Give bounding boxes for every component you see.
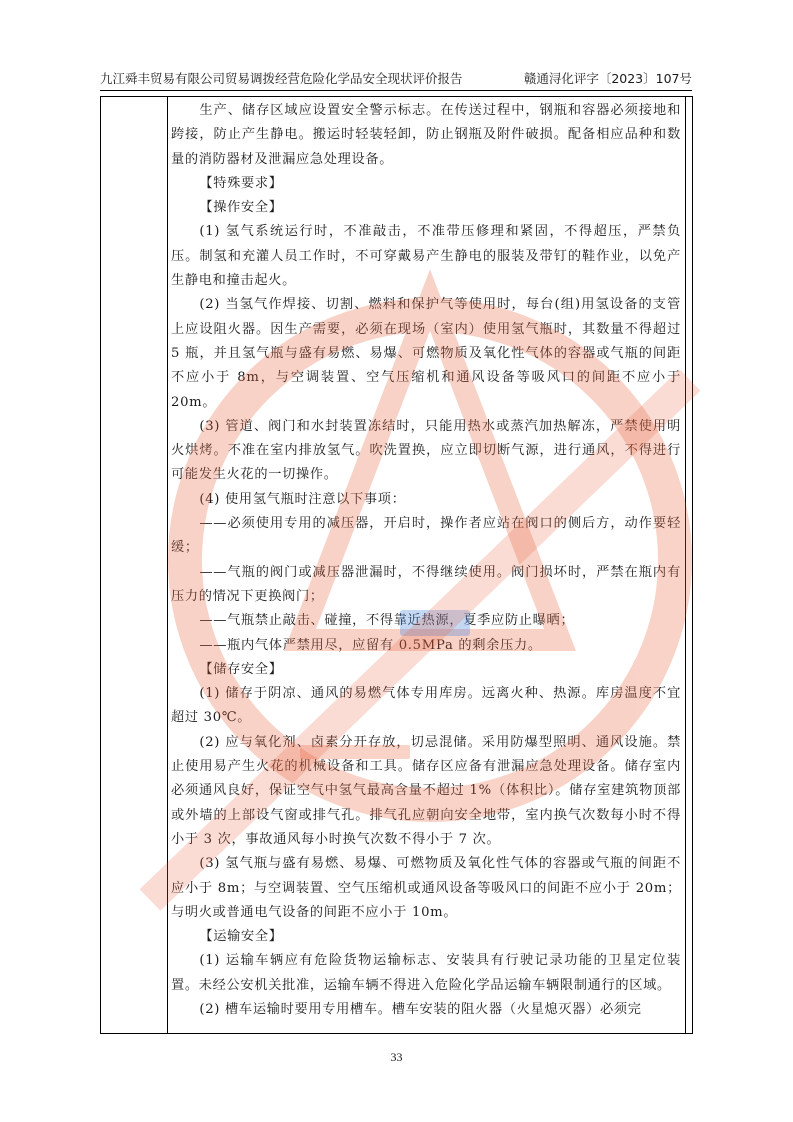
paragraph: 【特殊要求】 [199,175,283,191]
paragraph: (1) 储存于阴凉、通风的易燃气体专用库房。远离火种、热源。库房温度不宜超过 30℃。 [171,686,681,726]
paragraph: ——必须使用专用的减压器，开启时，操作者应站在阀口的侧后方，动作要轻缓； [171,516,681,556]
table-left-divider [167,97,168,1033]
table-right-divider [685,97,686,1033]
paragraph: 生产、储存区域应设置安全警示标志。在传送过程中，钢瓶和容器必须接地和跨接，防止产生静电。搬运时轻装轻卸，防止钢瓶及附件破损。配备相应品种和数量的消防器材及泄漏应急处理设备。 [171,103,681,167]
paragraph: (2) 应与氧化剂、卤素分开存放，切忌混储。采用防爆型照明、通风设施。禁止使用易产生火花的机械设备和工具。储存区应备有泄漏应急处理设备。储存室内必须通风良好，保证空气中氢气最高含量不超过 1%（体积比）。储存室建筑物顶部或外墙的上部设气窗或排气孔。排气孔应朝向安全地带，室内换气次数每小时不得小于 3 次，事故通风每小时换气次数不得小于 7 次。 [171,734,681,847]
paragraph: 【操作安全】 [199,200,283,216]
report-number: 赣通浔化评字〔2023〕107号 [523,71,692,86]
paragraph: 【储存安全】 [199,661,283,677]
page-number: 33 [390,1050,403,1064]
paragraph: ——气瓶的阀门或减压器泄漏时，不得继续使用。阀门损坏时，严禁在瓶内有压力的情况下更换阀门； [171,564,681,604]
paragraph: (1) 运输车辆应有危险货物运输标志、安装具有行驶记录功能的卫星定位装置。未经公安机关批准，运输车辆不得进入危险化学品运输车辆限制通行的区域。 [171,953,681,993]
report-title: 九江舜丰贸易有限公司贸易调拨经营危险化学品安全现状评价报告 [100,71,463,86]
paragraph: ——瓶内气体严禁用尽，应留有 0.5MPa 的剩余压力。 [199,637,542,653]
paragraph: (3) 氢气瓶与盛有易燃、易爆、可燃物质及氧化性气体的容器或气瓶的间距不应小于 8m；与空调装置、空气压缩机或通风设备等吸风口的间距不应小于 20m；与明火或普通电气设备的间距不应小于 10m。 [171,856,681,920]
content-table [100,96,693,1034]
paragraph: 【运输安全】 [199,929,283,945]
paragraph: ——气瓶禁止敲击、碰撞，不得靠近热源，夏季应防止曝晒； [199,613,575,629]
paragraph: (2) 槽车运输时要用专用槽车。槽车安装的阻火器（火星熄灭器）必须完 [199,1001,642,1017]
paragraph: (3) 管道、阀门和水封装置冻结时，只能用热水或蒸汽加热解冻，严禁使用明火烘烤。不准在室内排放氢气。吹洗置换，应立即切断气源，进行通风，不得进行可能发生火花的一切操作。 [171,418,681,483]
paragraph: (1) 氢气系统运行时，不准敲击，不准带压修理和紧固，不得超压，严禁负压。制氢和充灌人员工作时，不可穿戴易产生静电的服装及带钉的鞋作业，以免产生静电和撞击起火。 [171,224,681,289]
paragraph: (2) 当氢气作焊接、切割、燃料和保护气等使用时，每台(组)用氢设备的支管上应设阻火器。因生产需要，必须在现场（室内）使用氢气瓶时，其数量不得超过 5 瓶，并且氢气瓶与盛有易燃、易爆、可燃物质及氧化性气体的容器或气瓶的间距不应小于 8m，与空调装置、空气压缩机和通风设备等吸风口的间距不应小于 20m。 [171,297,681,410]
page-header [100,68,692,91]
paragraph: (4) 使用氢气瓶时注意以下事项： [199,491,406,507]
table-content-cell [171,99,681,1022]
